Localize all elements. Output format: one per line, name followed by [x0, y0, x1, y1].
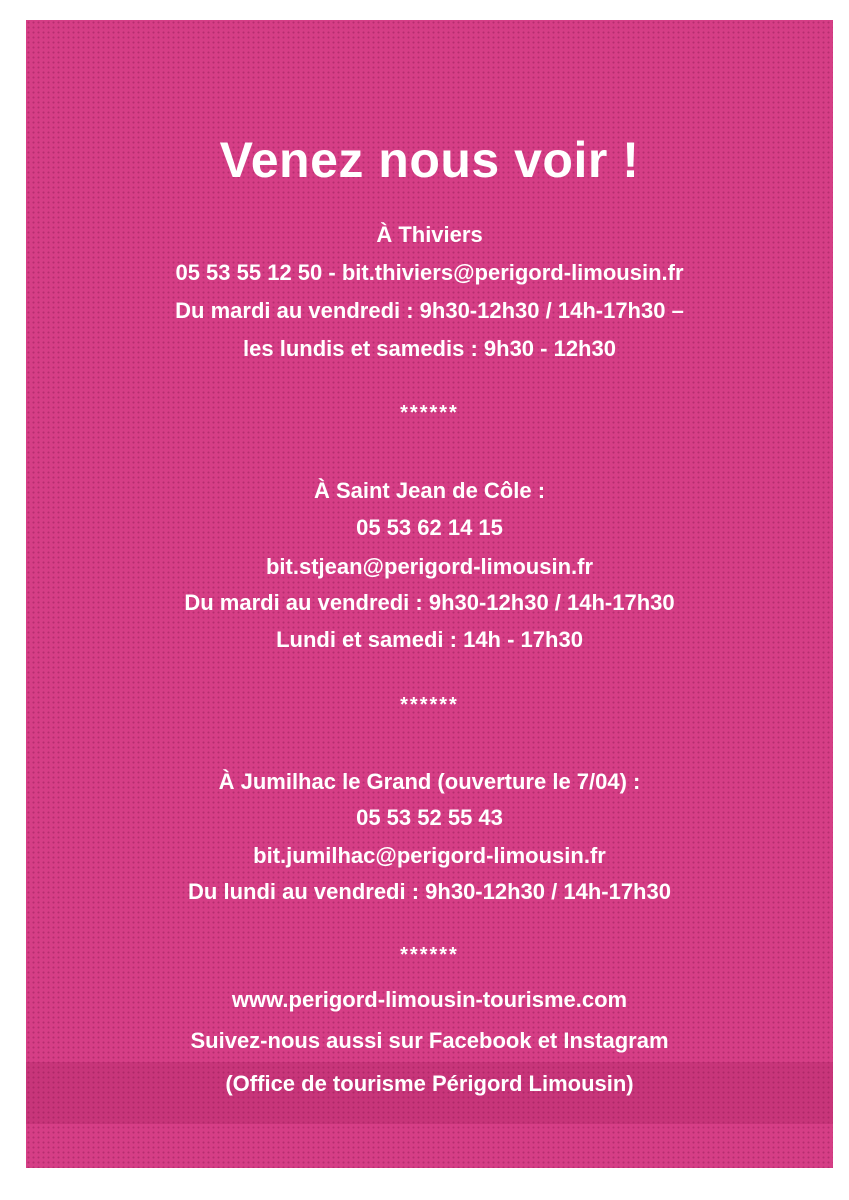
stjean-hours-weekday: Du mardi au vendredi : 9h30-12h30 / 14h-17h30 [184, 590, 675, 615]
jumilhac-heading: À Jumilhac le Grand (ouverture le 7/04) : [218, 769, 641, 794]
thiviers-hours-weekday: Du mardi au vendredi : 9h30-12h30 / 14h-17h30 – [175, 298, 684, 323]
thiviers-heading: À Thiviers [376, 222, 483, 247]
stjean-heading: À Saint Jean de Côle : [313, 478, 546, 503]
separator: ****** [400, 694, 459, 716]
flyer [26, 20, 833, 1168]
stjean-hours-weekend: Lundi et samedi : 14h - 17h30 [276, 627, 583, 652]
office-name: (Office de tourisme Périgord Limousin) [225, 1071, 634, 1096]
jumilhac-email: bit.jumilhac@perigord-limousin.fr [253, 843, 606, 868]
jumilhac-hours: Du lundi au vendredi : 9h30-12h30 / 14h-17h30 [188, 879, 671, 904]
separator: ****** [400, 944, 459, 966]
stjean-phone: 05 53 62 14 15 [356, 515, 503, 540]
thiviers-hours-weekend: les lundis et samedis : 9h30 - 12h30 [243, 336, 616, 361]
thiviers-contact: 05 53 55 12 50 - bit.thiviers@perigord-limousin.fr [175, 260, 684, 285]
page-title: Venez nous voir ! [219, 132, 640, 188]
stjean-email: bit.stjean@perigord-limousin.fr [265, 554, 594, 579]
jumilhac-phone: 05 53 52 55 43 [356, 805, 503, 830]
separator: ****** [400, 402, 459, 424]
social-text: Suivez-nous aussi sur Facebook et Instagram [190, 1028, 669, 1053]
website-link[interactable]: www.perigord-limousin-tourisme.com [231, 987, 628, 1012]
